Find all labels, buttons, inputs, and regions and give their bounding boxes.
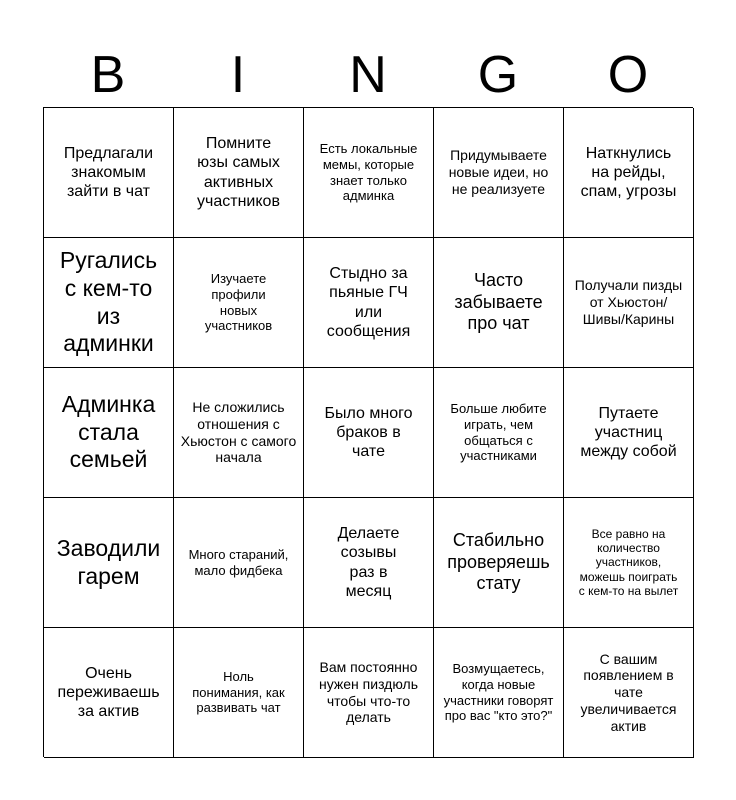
bingo-cell[interactable]: [434, 108, 564, 238]
bingo-cell[interactable]: [44, 368, 174, 498]
cell-text: Заводили гарем: [56, 534, 161, 589]
bingo-cell[interactable]: [434, 238, 564, 368]
bingo-cell[interactable]: [434, 368, 564, 498]
bingo-cell[interactable]: [174, 238, 304, 368]
cell-text: Получали пизды от Хьюстон/ Шивы/Карины: [574, 277, 683, 327]
bingo-cell[interactable]: [174, 628, 304, 758]
header-letter-g: G: [477, 46, 519, 104]
cell-text: Вам постоянно нужен пиздюль чтобы что-то делать: [319, 658, 418, 726]
cell-text: Админка стала семьей: [61, 391, 156, 473]
bingo-cell[interactable]: [44, 238, 174, 368]
bingo-cell[interactable]: [174, 368, 304, 498]
cell-text: Делаете созывы раз в месяц: [337, 525, 400, 600]
header-letter-i: I: [230, 46, 246, 104]
cell-text: Стыдно за пьяные ГЧ или сообщения: [326, 265, 411, 340]
bingo-cell[interactable]: [174, 108, 304, 238]
bingo-cell[interactable]: [304, 368, 434, 498]
bingo-header: [43, 44, 693, 106]
bingo-cell[interactable]: [564, 628, 694, 758]
bingo-cell[interactable]: [44, 498, 174, 628]
header-letter-o: O: [607, 46, 649, 104]
bingo-cell[interactable]: [564, 238, 694, 368]
cell-text: Стабильно проверяешь стату: [447, 530, 550, 594]
cell-text: Очень переживаешь за актив: [57, 664, 160, 721]
cell-text: С вашим появлением в чате увеличивается актив: [580, 650, 677, 734]
header-letter-b: B: [90, 46, 126, 104]
cell-text: Было много браков в чате: [324, 404, 413, 461]
bingo-cell[interactable]: [174, 498, 304, 628]
bingo-cell[interactable]: [44, 108, 174, 238]
cell-text: Много стараний, мало фидбека: [188, 546, 289, 578]
bingo-cell[interactable]: [434, 498, 564, 628]
cell-text: Наткнулись на рейды, спам, угрозы: [580, 144, 677, 201]
cell-text: Ноль понимания, как развивать чат: [192, 669, 285, 716]
bingo-cell[interactable]: [44, 628, 174, 758]
bingo-cell[interactable]: [564, 498, 694, 628]
cell-text: Есть локальные мемы, которые знает только админка: [319, 141, 418, 204]
cell-text: Помните юзы самых активных участников: [197, 135, 280, 210]
bingo-grid: [43, 107, 693, 757]
bingo-cell[interactable]: [304, 628, 434, 758]
cell-text: Все равно на количество участников, можешь поиграть с кем-то на вылет: [578, 526, 679, 599]
cell-text: Не сложились отношения с Хьюстон с самого начала: [180, 398, 297, 466]
cell-text: Часто забываете про чат: [454, 270, 543, 334]
cell-text: Путаете участниц между собой: [580, 404, 677, 461]
bingo-cell[interactable]: [564, 368, 694, 498]
bingo-cell[interactable]: [304, 238, 434, 368]
bingo-cell[interactable]: [564, 108, 694, 238]
bingo-cell[interactable]: [434, 628, 564, 758]
bingo-cell[interactable]: [304, 498, 434, 628]
cell-text: Изучаете профили новых участников: [204, 271, 273, 334]
cell-text: Ругались с кем-то из админки: [59, 247, 158, 357]
cell-text: Возмущаетесь, когда новые участники говорят про вас "кто это?": [443, 661, 554, 724]
cell-text: Больше любите играть, чем общаться с участниками: [450, 401, 547, 464]
header-letter-n: N: [349, 46, 387, 104]
cell-text: Придумываете новые идеи, но не реализуете: [448, 147, 549, 197]
cell-text: Предлагали знакомым зайти в чат: [63, 144, 154, 201]
bingo-cell[interactable]: [304, 108, 434, 238]
